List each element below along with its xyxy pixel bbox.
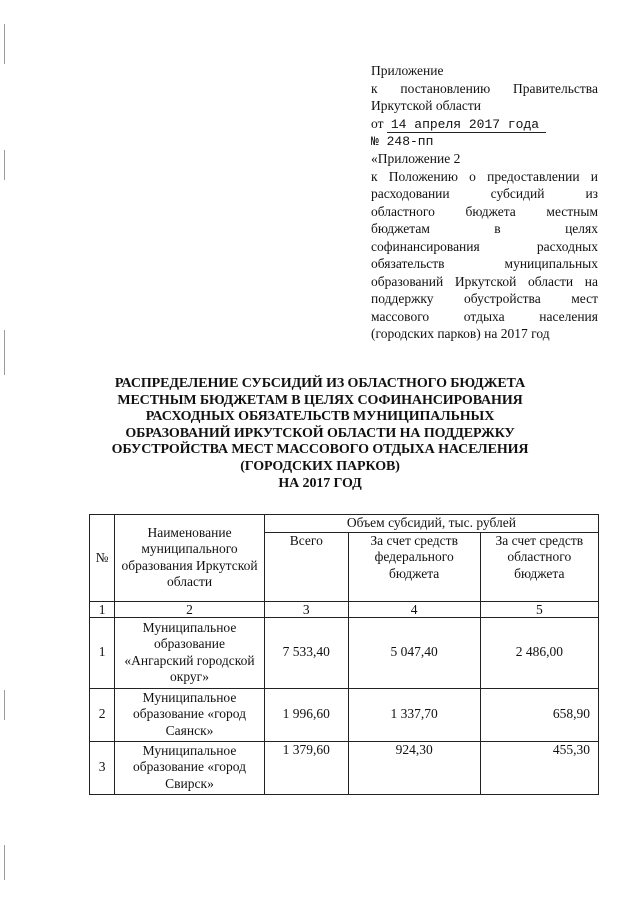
date-value: 14 апреля 2017 года — [387, 117, 546, 133]
scan-margin-line — [4, 24, 5, 64]
scan-margin-line — [4, 330, 5, 375]
row-num: 2 — [90, 688, 115, 741]
title-line: РАСХОДНЫХ ОБЯЗАТЕЛЬСТВ МУНИЦИПАЛЬНЫХ — [145, 409, 495, 425]
row-regional: 455,30 — [480, 741, 598, 794]
row-regional: 658,90 — [480, 688, 598, 741]
scan-margin-line — [4, 690, 5, 720]
document-title — [70, 376, 570, 492]
row-num: 3 — [90, 741, 115, 794]
ref-line: бюджетам в целях — [371, 221, 598, 236]
title-line: ОБРАЗОВАНИЙ ИРКУТСКОЙ ОБЛАСТИ НА ПОДДЕРЖКУ — [125, 425, 515, 441]
column-index: 4 — [348, 601, 480, 617]
title-line: (ГОРОДСКИХ ПАРКОВ) — [240, 458, 400, 474]
appendix-date-line — [371, 115, 598, 133]
row-name: Муниципальное образование «город Саянск» — [115, 688, 265, 741]
row-name: Муниципальное образование «Ангарский городской округ» — [115, 617, 265, 688]
header-total: Всего — [264, 532, 348, 601]
ref-line: поддержку обустройства мест — [371, 291, 598, 306]
ref-line: (городских парков) на 2017 год — [371, 326, 550, 341]
appendix-block — [371, 62, 598, 343]
ref-line: массового отдыха населения — [371, 308, 598, 324]
ref-line: расходовании субсидий из — [371, 186, 598, 201]
header-regional: За счет средств областного бюджета — [480, 532, 598, 601]
row-federal: 5 047,40 — [348, 617, 480, 688]
title-line: НА 2017 ГОД — [278, 475, 362, 491]
table-header-row — [90, 515, 599, 533]
ref-line: областного бюджета местным — [371, 203, 598, 219]
title-line: РАСПРЕДЕЛЕНИЕ СУБСИДИЙ ИЗ ОБЛАСТНОГО БЮДЖЕТА — [114, 376, 526, 391]
header-federal: За счет средств федерального бюджета — [348, 532, 480, 601]
column-index: 1 — [90, 601, 115, 617]
scan-margin-line — [4, 150, 5, 180]
column-index: 3 — [264, 601, 348, 617]
table-row — [90, 741, 599, 794]
row-federal: 1 337,70 — [348, 688, 480, 741]
row-name: Муниципальное образование «город Свирск» — [115, 741, 265, 794]
row-total: 1 996,60 — [264, 688, 348, 741]
ref-line: к Положению о предоставлении и — [371, 168, 598, 184]
ref-line: софинансирования расходных — [371, 238, 598, 254]
appendix-heading: Приложение — [371, 63, 444, 78]
row-federal: 924,30 — [348, 741, 480, 794]
column-index-row — [90, 601, 599, 617]
header-volume: Объем субсидий, тыс. рублей — [264, 515, 598, 533]
row-total: 1 379,60 — [264, 741, 348, 794]
row-num: 1 — [90, 617, 115, 688]
title-line: ОБУСТРОЙСТВА МЕСТ МАССОВОГО ОТДЫХА НАСЕЛЕНИЯ — [111, 442, 529, 458]
ref-line: «Приложение 2 — [371, 151, 461, 166]
title-line: МЕСТНЫМ БЮДЖЕТАМ В ЦЕЛЯХ СОФИНАНСИРОВАНИЯ — [117, 392, 523, 408]
appendix-resolution: к постановлению Правительства — [371, 80, 598, 96]
scan-margin-line — [4, 845, 5, 880]
table-row — [90, 688, 599, 741]
header-num: № — [90, 515, 115, 602]
ref-line: образований Иркутской области на — [371, 273, 598, 289]
header-name: Наименование муниципального образования Иркутской области — [115, 515, 265, 602]
ref-line: обязательств муниципальных — [371, 256, 598, 271]
subsidies-table — [89, 514, 599, 795]
resolution-number: № 248-пп — [371, 133, 434, 149]
column-index: 2 — [115, 601, 265, 617]
row-regional: 2 486,00 — [480, 617, 598, 688]
column-index: 5 — [480, 601, 598, 617]
appendix-region: Иркутской области — [371, 98, 482, 113]
table-row — [90, 617, 599, 688]
date-prefix: от — [371, 115, 384, 131]
row-total: 7 533,40 — [264, 617, 348, 688]
